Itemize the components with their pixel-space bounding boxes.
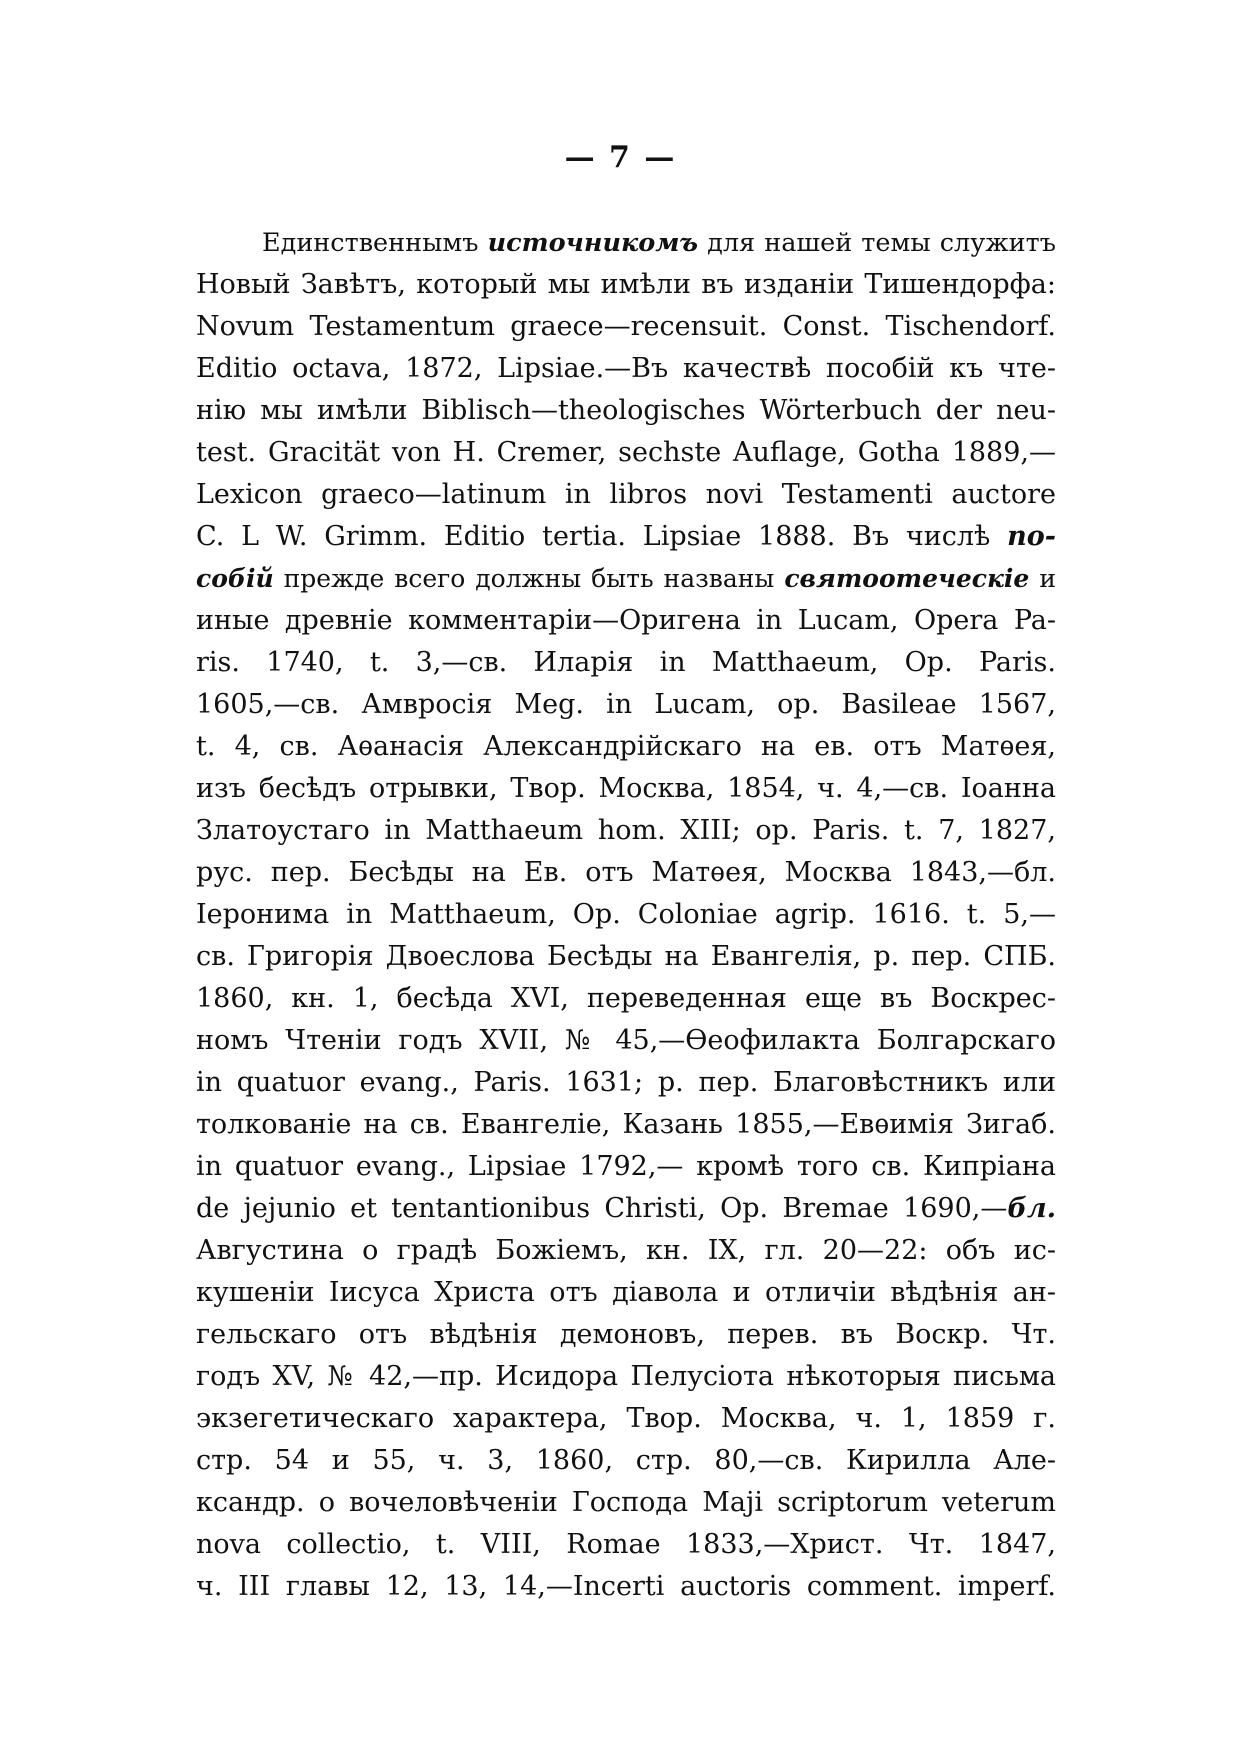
text-line <box>196 558 1056 600</box>
text-line <box>196 1440 1056 1482</box>
italic-text: собій <box>196 564 274 593</box>
text-segment: и <box>1029 564 1056 593</box>
text-segment: экзегетическаго характера, Твор. Москва, ч. 1, 1859 г. <box>196 1403 1056 1434</box>
text-line <box>196 1314 1056 1356</box>
text-line <box>196 348 1056 390</box>
italic-text: святоотеческіе <box>784 564 1030 593</box>
text-line <box>196 894 1056 936</box>
text-line <box>196 390 1056 432</box>
text-segment: годъ XV, № 42,—пр. Исидора Пелусіота нѣкоторыя письма <box>196 1361 1056 1392</box>
text-segment: in quatuor evang., Paris. 1631; р. пер. Благовѣстникъ или <box>196 1067 1056 1098</box>
text-segment: изъ бесѣдъ отрывки, Твор. Москва, 1854, ч. 4,—св. Іоанна <box>196 773 1056 804</box>
text-block <box>196 222 1056 1608</box>
text-line <box>196 768 1056 810</box>
text-line <box>196 1230 1056 1272</box>
page-number: — 7 — <box>564 140 677 175</box>
text-line <box>196 432 1056 474</box>
text-segment: 1605,—св. Амвросія Meg. in Lucam, op. Basileae 1567, <box>196 689 1056 720</box>
text-line <box>196 978 1056 1020</box>
text-segment: test. Gracität von H. Cremer, sechste Auflage, Gotha 1889,— <box>196 437 1056 468</box>
text-segment: прежде всего должны быть названы <box>273 564 785 593</box>
text-segment: ris. 1740, t. 3,—св. Иларія in Matthaeum, Op. Paris. <box>196 647 1056 678</box>
text-line <box>196 1104 1056 1146</box>
text-segment: ч. III главы 12, 13, 14,—Incerti auctoris comment. imperf. <box>196 1571 1056 1602</box>
text-segment: иные древніе комментаріи—Оригена in Lucam, Opera Pa- <box>196 605 1056 636</box>
text-line <box>196 852 1056 894</box>
text-segment: рус. пер. Бесѣды на Ев. отъ Матѳея, Москва 1843,—бл. <box>196 857 1056 888</box>
text-segment: nova collectio, t. VIII, Romae 1833,—Христ. Чт. 1847, <box>196 1529 1056 1560</box>
text-segment: 1860, кн. 1, бесѣда XVI, переведенная еще въ Воскрес- <box>196 983 1056 1014</box>
text-segment: толкованіе на св. Евангеліе, Казань 1855,—Евѳимія Зигаб. <box>196 1109 1056 1140</box>
italic-text: по- <box>1007 521 1056 552</box>
text-segment: для нашей темы служитъ <box>698 228 1056 258</box>
italic-text: источникомъ <box>487 228 699 258</box>
text-line <box>196 684 1056 726</box>
text-line <box>196 1356 1056 1398</box>
text-segment: C. L W. Grimm. Editio tertia. Lipsiae 1888. Въ числѣ <box>196 521 1008 552</box>
text-line <box>196 1482 1056 1524</box>
text-line <box>196 810 1056 852</box>
text-line <box>196 1188 1056 1230</box>
text-line <box>196 1020 1056 1062</box>
text-segment: св. Григорія Двоеслова Бесѣды на Евангелія, р. пер. СПБ. <box>196 941 1056 972</box>
text-line <box>196 1398 1056 1440</box>
text-line <box>196 1146 1056 1188</box>
text-line <box>196 306 1056 348</box>
text-segment: Августина о градѣ Божіемъ, кн. IX, гл. 20—22: объ ис- <box>196 1235 1056 1266</box>
text-segment: нію мы имѣли Biblisch—theologisches Wörterbuch der neu- <box>196 395 1056 426</box>
text-line <box>196 222 1056 264</box>
text-segment: in quatuor evang., Lipsiae 1792,— кромѣ того св. Кипріана <box>196 1151 1056 1182</box>
text-line <box>196 474 1056 516</box>
text-segment: t. 4, св. Аѳанасія Александрійскаго на ев. отъ Матѳея, <box>196 731 1056 762</box>
text-segment: стр. 54 и 55, ч. 3, 1860, стр. 80,—св. Кирилла Але- <box>196 1445 1056 1476</box>
text-segment: Единственнымъ <box>262 228 488 258</box>
text-line <box>196 1272 1056 1314</box>
text-segment: Editio octava, 1872, Lipsiae.—Въ качествѣ пособій къ чте- <box>196 353 1056 384</box>
text-line <box>196 1524 1056 1566</box>
text-line <box>196 1062 1056 1104</box>
text-line <box>196 936 1056 978</box>
text-segment: Іеронима in Matthaeum, Op. Coloniae agrip. 1616. t. 5,— <box>196 899 1056 930</box>
text-segment: de jejunio et tentantionibus Christi, Op. Bremae 1690,— <box>196 1193 1008 1224</box>
text-line <box>196 726 1056 768</box>
text-segment: Lexicon graeco—latinum in libros novi Testamenti auctore <box>196 479 1056 510</box>
text-line <box>196 516 1056 558</box>
text-segment: Новый Завѣтъ, который мы имѣли въ изданіи Тишендорфа: <box>196 269 1056 300</box>
text-line <box>196 600 1056 642</box>
text-segment: Златоустаго in Matthaeum hom. XIII; op. Paris. t. 7, 1827, <box>196 815 1056 846</box>
text-segment: Novum Testamentum graece—recensuit. Const. Tischendorf. <box>196 311 1056 342</box>
text-line <box>196 264 1056 306</box>
text-line <box>196 1566 1056 1608</box>
italic-text: бл. <box>1007 1193 1056 1224</box>
text-line <box>196 642 1056 684</box>
text-segment: ксандр. о вочеловѣченіи Господа Maji scriptorum veterum <box>196 1487 1056 1518</box>
text-segment: кушеніи Іисуса Христа отъ діавола и отличіи вѣдѣнія ан- <box>196 1277 1056 1308</box>
text-segment: номъ Чтеніи годъ XVII, № 45,—Ѳеофилакта Болгарскаго <box>196 1025 1056 1056</box>
text-segment: гельскаго отъ вѣдѣнія демоновъ, перев. въ Воскр. Чт. <box>196 1319 1056 1350</box>
